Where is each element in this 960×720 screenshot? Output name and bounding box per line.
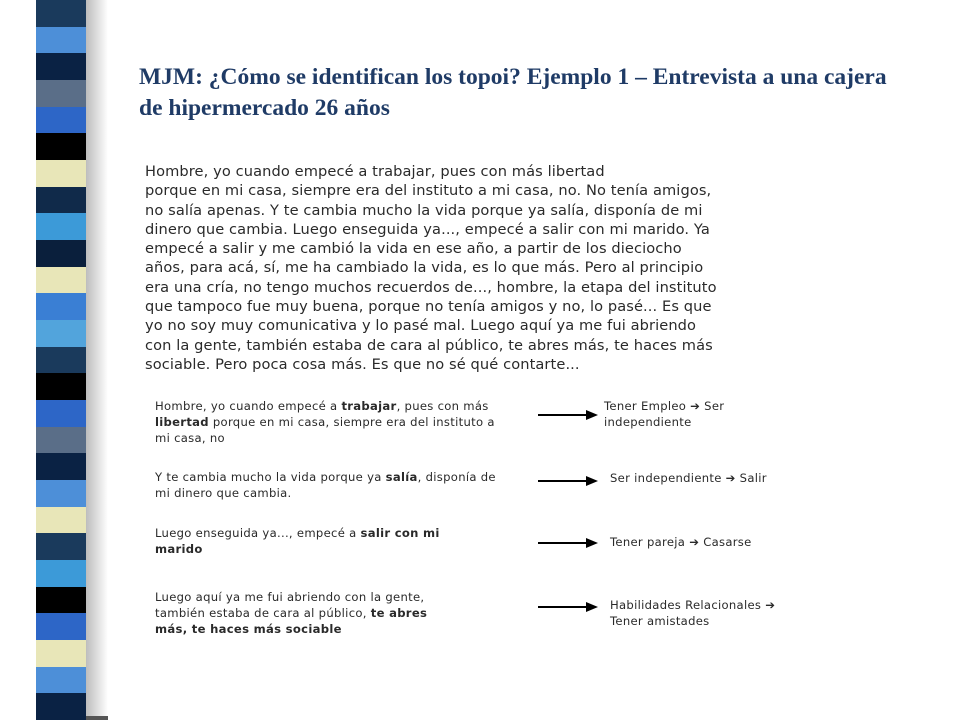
- stripe-segment: [36, 480, 86, 507]
- stripe-segment: [36, 213, 86, 240]
- stripe-shadow: [86, 0, 108, 720]
- quote-text: Hombre, yo cuando empecé a: [155, 399, 342, 413]
- stripe-segment: [36, 613, 86, 640]
- right-arrow-icon: [538, 537, 598, 549]
- stripe-segment: [36, 400, 86, 427]
- stripe-segment: [36, 240, 86, 267]
- stripe-segment: [36, 133, 86, 160]
- stripe-segment: [36, 27, 86, 54]
- stripe-segment: [36, 293, 86, 320]
- quote-keyword: salir con mi marido: [155, 526, 440, 556]
- quote-keyword: trabajar: [341, 399, 397, 413]
- right-arrow-icon: [538, 409, 598, 421]
- right-arrow-icon: [538, 475, 598, 487]
- quote-keyword: libertad: [155, 415, 209, 429]
- stripe-segment: [36, 587, 86, 614]
- bottom-edge-line: [86, 716, 108, 720]
- topoi-result-4: Habilidades Relacionales ➔ Tener amistades: [610, 598, 776, 628]
- stripe-segment: [36, 80, 86, 107]
- stripe-segment: [36, 0, 86, 27]
- right-arrow-icon: [538, 601, 598, 613]
- stripe-segment: [36, 693, 86, 720]
- stripe-segment: [36, 347, 86, 374]
- quote-text: , pues con más: [396, 399, 489, 413]
- stripe-segment: [36, 160, 86, 187]
- topoi-result-3: Tener pareja ➔ Casarse: [610, 535, 752, 549]
- stripe-segment: [36, 107, 86, 134]
- stripe-segment: [36, 453, 86, 480]
- stripe-segment: [36, 53, 86, 80]
- quote-keyword: salía: [385, 470, 418, 484]
- stripe-segment: [36, 267, 86, 294]
- slide-title: MJM: ¿Cómo se identifican los topoi? Ejemplo 1 – Entrevista a una cajera de hipermercado 26 años: [139, 64, 887, 121]
- interview-paragraph: Hombre, yo cuando empecé a trabajar, pues con más libertad porque en mi casa, siempre era del instituto a mi casa, no. No tenía amigos, no salía apenas. Y te cambia mucho la vida porque ya salía, disponía de mi dinero que cambia. Luego enseguida ya..., empecé a salir con mi marido. Ya empecé a salir y me cambió la vida en ese año, a partir de los dieciocho años, para acá, sí, me ha cambiado la vida, es lo que más. Pero al principio era una cría, no tengo muchos recuerdos de..., hombre, la etapa del instituto que tampoco fue muy buena, porque no tenía amigos y no, lo pasé... Es que yo no soy muy comunicativa y lo pasé mal. Luego aquí ya me fui abriendo con la gente, también estaba de cara al público, te abres más, te haces más sociable. Pero poca cosa más. Es que no sé qué contarte...: [145, 163, 717, 373]
- quote-text: , disponía de mi dinero que cambia.: [155, 470, 496, 500]
- quote-keyword: te abres más, te haces más sociable: [155, 606, 428, 636]
- quote-text: porque en mi casa, siempre era del instituto a mi casa, no: [155, 415, 495, 445]
- quote-row-1: [155, 398, 505, 446]
- stripe-segment: [36, 533, 86, 560]
- stripe-segment: [36, 667, 86, 694]
- topoi-result-2: Ser independiente ➔ Salir: [610, 471, 767, 485]
- quote-row-4: [155, 589, 435, 637]
- topoi-result-1: Tener Empleo ➔ Ser independiente: [604, 399, 725, 429]
- stripe-segment: [36, 640, 86, 667]
- quote-text: Luego aquí ya me fui abriendo con la gente, también estaba de cara al público,: [155, 590, 425, 620]
- stripe-segment: [36, 187, 86, 214]
- stripe-segment: [36, 320, 86, 347]
- stripe-segment: [36, 427, 86, 454]
- stripe-segment: [36, 373, 86, 400]
- decorative-stripe-bar: [36, 0, 86, 720]
- quote-row-3: [155, 525, 475, 557]
- stripe-segment: [36, 560, 86, 587]
- quote-row-2: [155, 469, 505, 501]
- stripe-segment: [36, 507, 86, 534]
- quote-text: Luego enseguida ya..., empecé a: [155, 526, 361, 540]
- quote-text: Y te cambia mucho la vida porque ya: [155, 470, 386, 484]
